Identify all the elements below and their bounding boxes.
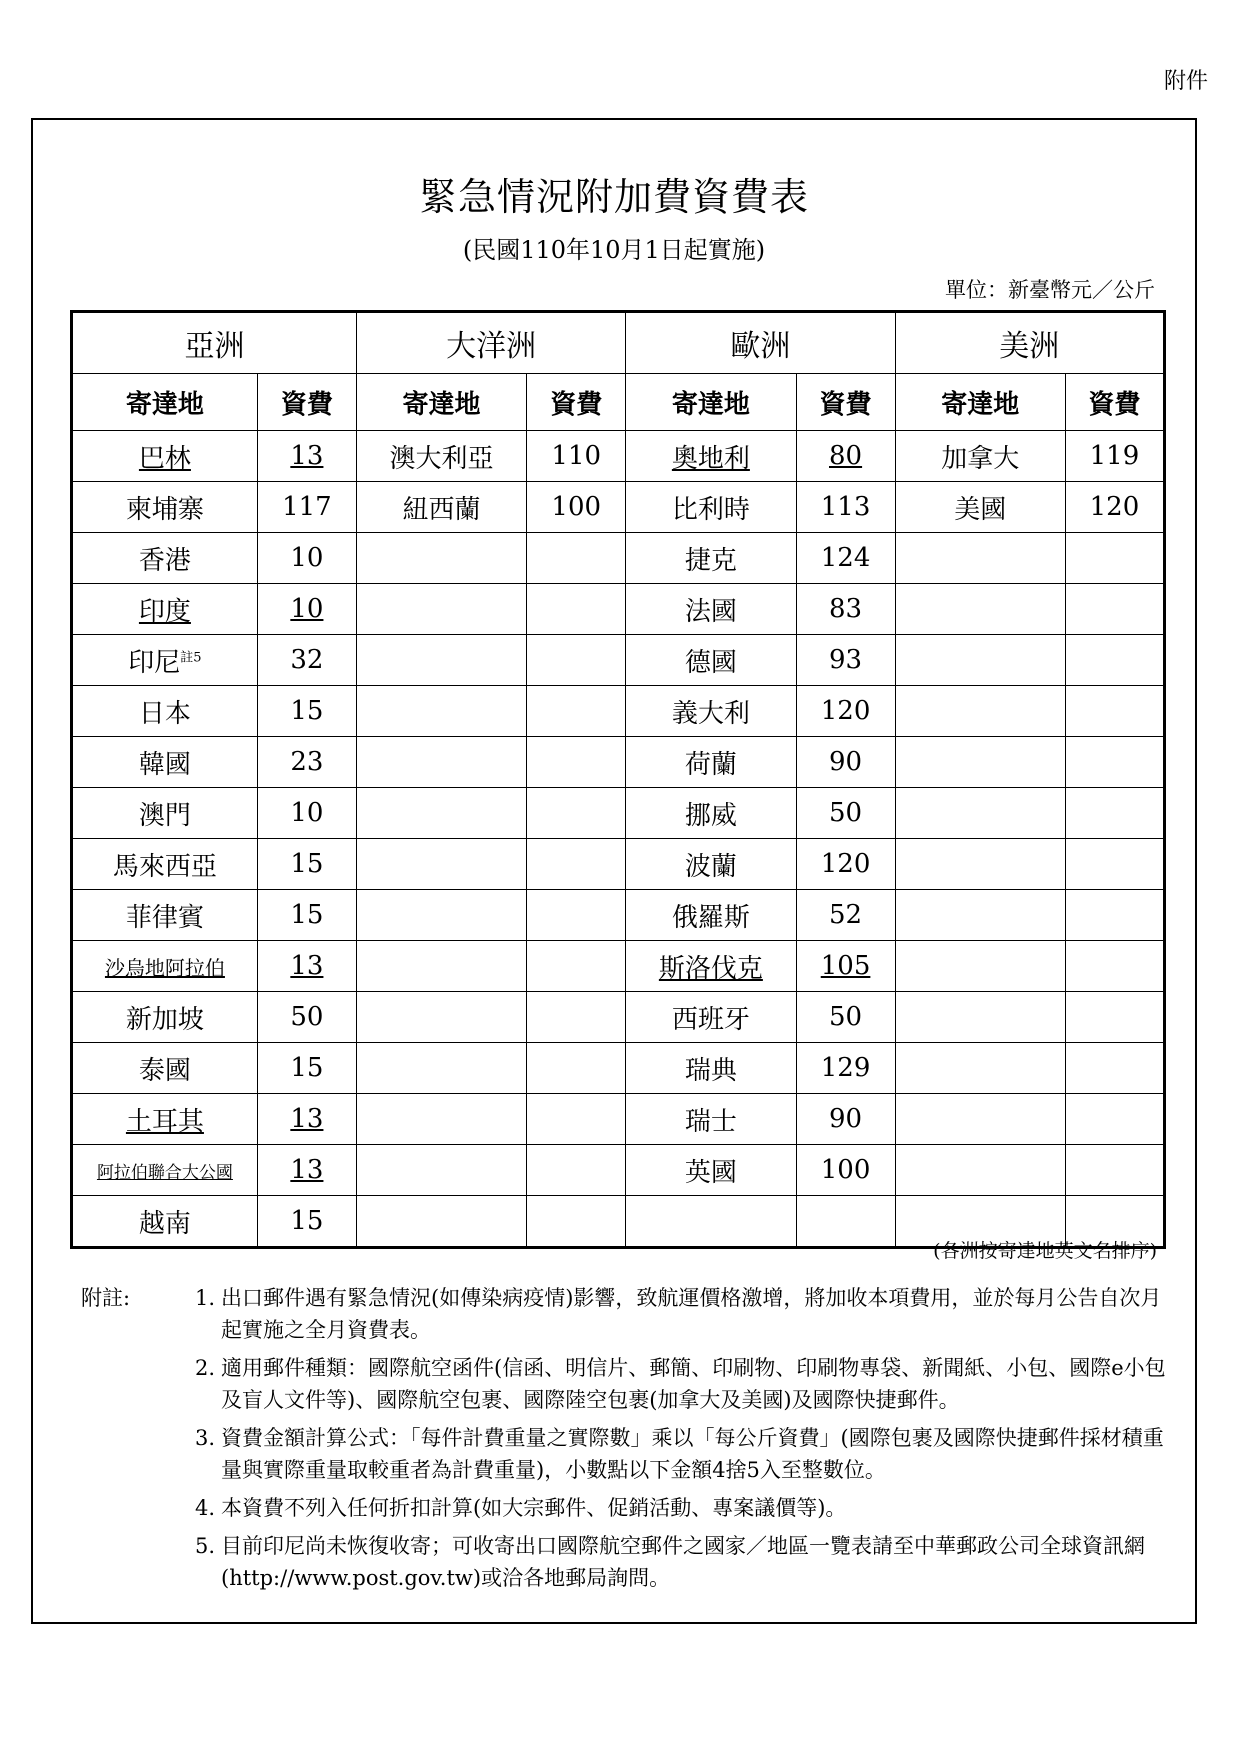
dest-cell xyxy=(895,941,1065,992)
fee-cell xyxy=(1065,482,1164,533)
dest-name: 土耳其 xyxy=(125,1106,204,1137)
fee-cell xyxy=(527,992,626,1043)
table-row xyxy=(72,533,1165,584)
dest-cell xyxy=(72,584,258,635)
fee-cell xyxy=(527,839,626,890)
note-text: 本資費不列入任何折扣計算(如大宗郵件、促銷活動、專案議價等)。 xyxy=(221,1496,847,1520)
dest-cell xyxy=(895,890,1065,941)
note-text: 目前印尼尚未恢復收寄；可收寄出口國際航空郵件之國家／地區一覽表請至中華郵政公司全球資訊網(http://www.post.gov.tw)或洽各地郵局詢問。 xyxy=(221,1534,1145,1590)
dest-cell xyxy=(626,788,796,839)
dest-name: 捷克 xyxy=(684,545,737,576)
note-item xyxy=(195,1352,1171,1416)
fee-value: 15 xyxy=(290,849,324,879)
dest-cell xyxy=(626,686,796,737)
page-subtitle: (民國110年10月1日起實施) xyxy=(462,236,766,264)
fee-value: 10 xyxy=(290,543,324,573)
fee-value: 13 xyxy=(290,1155,324,1185)
dest-name: 馬來西亞 xyxy=(112,851,217,882)
dest-cell xyxy=(72,890,258,941)
fee-cell xyxy=(257,1094,356,1145)
dest-name: 韓國 xyxy=(138,749,191,780)
fee-value: 23 xyxy=(290,747,324,777)
fee-cell xyxy=(1065,1043,1164,1094)
notes-label: 附註: xyxy=(81,1286,131,1310)
fee-cell xyxy=(257,533,356,584)
fee-value: 13 xyxy=(290,1104,324,1134)
dest-cell xyxy=(356,992,526,1043)
fee-cell xyxy=(527,890,626,941)
fee-value: 117 xyxy=(282,492,332,522)
note-number: 5. xyxy=(195,1534,216,1558)
fee-cell xyxy=(257,1043,356,1094)
dest-cell xyxy=(356,1094,526,1145)
dest-name: 斯洛伐克 xyxy=(658,953,763,984)
table-row xyxy=(72,635,1165,686)
dest-name: 柬埔寨 xyxy=(125,494,204,525)
fee-cell xyxy=(796,992,895,1043)
fee-cell xyxy=(527,737,626,788)
fee-cell xyxy=(527,1145,626,1196)
note-number: 1. xyxy=(195,1286,216,1310)
notes-list xyxy=(81,1282,1171,1594)
fee-value: 110 xyxy=(551,441,602,471)
region-header-row xyxy=(72,312,1165,374)
note-number: 4. xyxy=(195,1496,216,1520)
dest-cell xyxy=(72,482,258,533)
dest-name: 澳門 xyxy=(138,800,191,831)
fee-cell xyxy=(1065,992,1164,1043)
dest-cell xyxy=(356,686,526,737)
dest-name: 香港 xyxy=(138,545,191,576)
dest-cell xyxy=(626,533,796,584)
dest-cell xyxy=(356,635,526,686)
page-title: 緊急情況附加費資費表 xyxy=(418,175,809,219)
table-row xyxy=(72,1094,1165,1145)
dest-name: 泰國 xyxy=(138,1055,191,1086)
dest-cell xyxy=(895,1094,1065,1145)
note-text: 出口郵件遇有緊急情況(如傳染病疫情)影響，致航運價格激增，將加收本項費用，並於每月公告自次月起實施之全月資費表。 xyxy=(221,1286,1162,1342)
dest-name: 新加坡 xyxy=(125,1004,204,1035)
note-text: 適用郵件種類：國際航空函件(信函、明信片、郵簡、印刷物、印刷物專袋、新聞紙、小包、國際e小包及盲人文件等)、國際航空包裹、國際陸空包裹(加拿大及美國)及國際快捷郵件。 xyxy=(221,1356,1166,1412)
fee-cell xyxy=(796,1145,895,1196)
fee-value: 113 xyxy=(820,492,871,522)
dest-cell xyxy=(626,839,796,890)
fee-cell xyxy=(1065,941,1164,992)
fee-value: 129 xyxy=(820,1053,871,1083)
fee-cell xyxy=(1065,533,1164,584)
fee-cell xyxy=(1065,839,1164,890)
dest-cell xyxy=(356,1145,526,1196)
fee-cell xyxy=(257,431,356,482)
dest-cell xyxy=(72,533,258,584)
dest-name: 沙烏地阿拉伯 xyxy=(104,955,225,980)
fee-cell xyxy=(796,482,895,533)
note-text: 資費金額計算公式：「每件計費重量之實際數」乘以「每公斤資費」(國際包裹及國際快捷郵件採材積重量與實際重量取較重者為計費重量)，小數點以下金額4捨5入至整數位。 xyxy=(221,1426,1164,1482)
dest-name: 印尼 xyxy=(128,647,181,678)
dest-cell xyxy=(895,635,1065,686)
dest-name: 挪威 xyxy=(684,800,737,831)
fee-cell xyxy=(527,533,626,584)
fee-value: 124 xyxy=(820,543,871,573)
fee-value: 15 xyxy=(290,696,324,726)
table-row xyxy=(72,584,1165,635)
fee-cell xyxy=(257,686,356,737)
table-row xyxy=(72,941,1165,992)
fee-header: 資費 xyxy=(1065,374,1164,431)
fee-value: 90 xyxy=(829,1104,863,1134)
dest-cell xyxy=(626,941,796,992)
dest-header: 寄達地 xyxy=(626,374,796,431)
dest-name: 紐西蘭 xyxy=(402,494,481,525)
dest-name: 巴林 xyxy=(138,443,191,474)
dest-name: 德國 xyxy=(684,647,737,678)
fee-value: 15 xyxy=(290,1206,324,1236)
dest-cell xyxy=(895,584,1065,635)
dest-cell xyxy=(895,1145,1065,1196)
fee-value: 15 xyxy=(290,900,324,930)
sort-note: (各洲按寄達地英文名排序) xyxy=(933,1240,1157,1262)
dest-cell xyxy=(895,737,1065,788)
table-row xyxy=(72,839,1165,890)
note-item xyxy=(195,1530,1171,1594)
fee-value: 120 xyxy=(820,696,871,726)
dest-cell xyxy=(356,1196,526,1248)
fee-value: 120 xyxy=(1089,492,1140,522)
fee-cell xyxy=(257,1196,356,1248)
dest-cell xyxy=(72,1145,258,1196)
fee-header: 資費 xyxy=(796,374,895,431)
dest-cell xyxy=(356,788,526,839)
notes-section xyxy=(81,1282,1171,1600)
fee-cell xyxy=(796,788,895,839)
fee-cell xyxy=(796,1196,895,1248)
dest-name: 瑞士 xyxy=(684,1106,737,1137)
dest-cell xyxy=(895,992,1065,1043)
dest-name: 越南 xyxy=(138,1208,191,1239)
dest-cell xyxy=(895,788,1065,839)
dest-cell xyxy=(626,1145,796,1196)
fee-value: 100 xyxy=(820,1155,871,1185)
fee-value: 100 xyxy=(551,492,602,522)
fee-value: 50 xyxy=(829,798,863,828)
fee-cell xyxy=(257,482,356,533)
fee-value: 10 xyxy=(290,798,324,828)
fee-value: 90 xyxy=(829,747,863,777)
fee-value: 52 xyxy=(829,900,863,930)
fee-value: 119 xyxy=(1089,441,1140,471)
fee-cell xyxy=(1065,1094,1164,1145)
fee-cell xyxy=(527,431,626,482)
fee-cell xyxy=(796,1094,895,1145)
fee-cell xyxy=(257,992,356,1043)
region-oceania: 大洋洲 xyxy=(356,312,625,374)
dest-name: 波蘭 xyxy=(684,851,737,882)
dest-cell xyxy=(895,839,1065,890)
table-row xyxy=(72,431,1165,482)
dest-cell xyxy=(895,533,1065,584)
fee-table-body xyxy=(72,431,1165,1248)
fee-cell xyxy=(527,1043,626,1094)
fee-cell xyxy=(796,890,895,941)
dest-name: 荷蘭 xyxy=(684,749,737,780)
dest-name: 英國 xyxy=(684,1157,737,1188)
note-item xyxy=(195,1282,1171,1346)
dest-header: 寄達地 xyxy=(895,374,1065,431)
dest-cell xyxy=(72,431,258,482)
unit-label: 單位：新臺幣元／公斤 xyxy=(945,278,1155,302)
fee-cell xyxy=(1065,890,1164,941)
fee-value: 10 xyxy=(290,594,324,624)
region-asia: 亞洲 xyxy=(72,312,357,374)
fee-cell xyxy=(527,482,626,533)
fee-cell xyxy=(257,839,356,890)
table-row xyxy=(72,1043,1165,1094)
dest-cell xyxy=(895,1043,1065,1094)
fee-value: 50 xyxy=(829,1002,863,1032)
dest-header: 寄達地 xyxy=(72,374,258,431)
fee-cell xyxy=(527,1094,626,1145)
dest-cell xyxy=(356,839,526,890)
dest-cell xyxy=(626,1196,796,1248)
dest-name: 比利時 xyxy=(671,494,750,525)
fee-value: 32 xyxy=(290,645,324,675)
fee-cell xyxy=(1065,1145,1164,1196)
fee-cell xyxy=(257,788,356,839)
dest-cell xyxy=(895,482,1065,533)
fee-value: 80 xyxy=(829,441,863,471)
dest-cell xyxy=(356,941,526,992)
dest-name: 日本 xyxy=(138,698,191,729)
dest-cell xyxy=(356,431,526,482)
dest-cell xyxy=(626,737,796,788)
fee-cell xyxy=(257,635,356,686)
fee-cell xyxy=(796,584,895,635)
fee-cell xyxy=(527,941,626,992)
dest-name: 澳大利亞 xyxy=(389,443,494,474)
fee-cell xyxy=(796,533,895,584)
dest-cell xyxy=(895,686,1065,737)
fee-cell xyxy=(527,584,626,635)
fee-value: 93 xyxy=(829,645,863,675)
table-row xyxy=(72,1145,1165,1196)
dest-cell xyxy=(72,788,258,839)
fee-cell xyxy=(257,584,356,635)
dest-name: 加拿大 xyxy=(941,443,1020,474)
fee-cell xyxy=(796,431,895,482)
table-row xyxy=(72,686,1165,737)
fee-value: 120 xyxy=(820,849,871,879)
region-americas: 美洲 xyxy=(895,312,1164,374)
dest-cell xyxy=(626,584,796,635)
table-row xyxy=(72,890,1165,941)
fee-cell xyxy=(1065,788,1164,839)
dest-cell xyxy=(72,1043,258,1094)
note-number: 3. xyxy=(195,1426,216,1450)
fee-cell xyxy=(527,1196,626,1248)
fee-cell xyxy=(527,788,626,839)
note-item xyxy=(195,1492,1171,1524)
fee-cell xyxy=(527,686,626,737)
dest-cell xyxy=(626,482,796,533)
dest-cell xyxy=(72,737,258,788)
fee-cell xyxy=(257,737,356,788)
region-europe: 歐洲 xyxy=(626,312,895,374)
dest-cell xyxy=(895,431,1065,482)
fee-value: 50 xyxy=(290,1002,324,1032)
dest-name: 瑞典 xyxy=(684,1055,737,1086)
dest-cell xyxy=(356,533,526,584)
fee-cell xyxy=(527,635,626,686)
note-number: 2. xyxy=(195,1356,216,1380)
fee-table xyxy=(70,310,1166,1249)
fee-value: 13 xyxy=(290,951,324,981)
fee-value: 13 xyxy=(290,441,324,471)
fee-value: 105 xyxy=(820,951,871,981)
dest-name: 奧地利 xyxy=(671,443,750,474)
dest-header: 寄達地 xyxy=(356,374,526,431)
fee-cell xyxy=(796,1043,895,1094)
dest-cell xyxy=(356,737,526,788)
dest-name: 西班牙 xyxy=(671,1004,750,1035)
fee-header: 資費 xyxy=(257,374,356,431)
dest-cell xyxy=(72,839,258,890)
fee-cell xyxy=(796,635,895,686)
dest-cell xyxy=(626,1043,796,1094)
dest-cell xyxy=(626,1094,796,1145)
dest-cell xyxy=(72,686,258,737)
note-item xyxy=(195,1422,1171,1486)
dest-cell xyxy=(356,482,526,533)
fee-cell xyxy=(1065,686,1164,737)
dest-cell xyxy=(356,1043,526,1094)
dest-name: 美國 xyxy=(954,494,1007,525)
table-row xyxy=(72,482,1165,533)
document-frame xyxy=(31,118,1197,1624)
fee-cell xyxy=(796,686,895,737)
footnote-marker: 註5 xyxy=(180,649,202,665)
fee-value: 15 xyxy=(290,1053,324,1083)
dest-cell xyxy=(72,941,258,992)
dest-cell xyxy=(72,992,258,1043)
dest-name: 俄羅斯 xyxy=(671,902,750,933)
dest-name: 義大利 xyxy=(671,698,750,729)
attachment-label: 附件 xyxy=(1163,69,1208,94)
dest-name: 印度 xyxy=(138,596,191,627)
dest-cell xyxy=(626,635,796,686)
fee-cell xyxy=(1065,635,1164,686)
fee-cell xyxy=(796,941,895,992)
fee-value: 83 xyxy=(829,594,863,624)
fee-cell xyxy=(796,737,895,788)
dest-cell xyxy=(626,890,796,941)
dest-cell xyxy=(72,1094,258,1145)
dest-name: 法國 xyxy=(684,596,737,627)
dest-cell xyxy=(356,584,526,635)
dest-cell xyxy=(72,1196,258,1248)
table-row xyxy=(72,788,1165,839)
fee-cell xyxy=(257,1145,356,1196)
dest-cell xyxy=(626,431,796,482)
dest-name: 阿拉伯聯合大公國 xyxy=(96,1162,233,1183)
column-header-row xyxy=(72,374,1165,431)
dest-cell xyxy=(626,992,796,1043)
dest-cell xyxy=(356,890,526,941)
fee-cell xyxy=(1065,737,1164,788)
table-row xyxy=(72,992,1165,1043)
fee-cell xyxy=(257,941,356,992)
fee-cell xyxy=(257,890,356,941)
fee-cell xyxy=(796,839,895,890)
fee-cell xyxy=(1065,431,1164,482)
dest-cell xyxy=(72,635,258,686)
table-row xyxy=(72,737,1165,788)
dest-name: 菲律賓 xyxy=(125,902,204,933)
fee-header: 資費 xyxy=(527,374,626,431)
fee-cell xyxy=(1065,584,1164,635)
